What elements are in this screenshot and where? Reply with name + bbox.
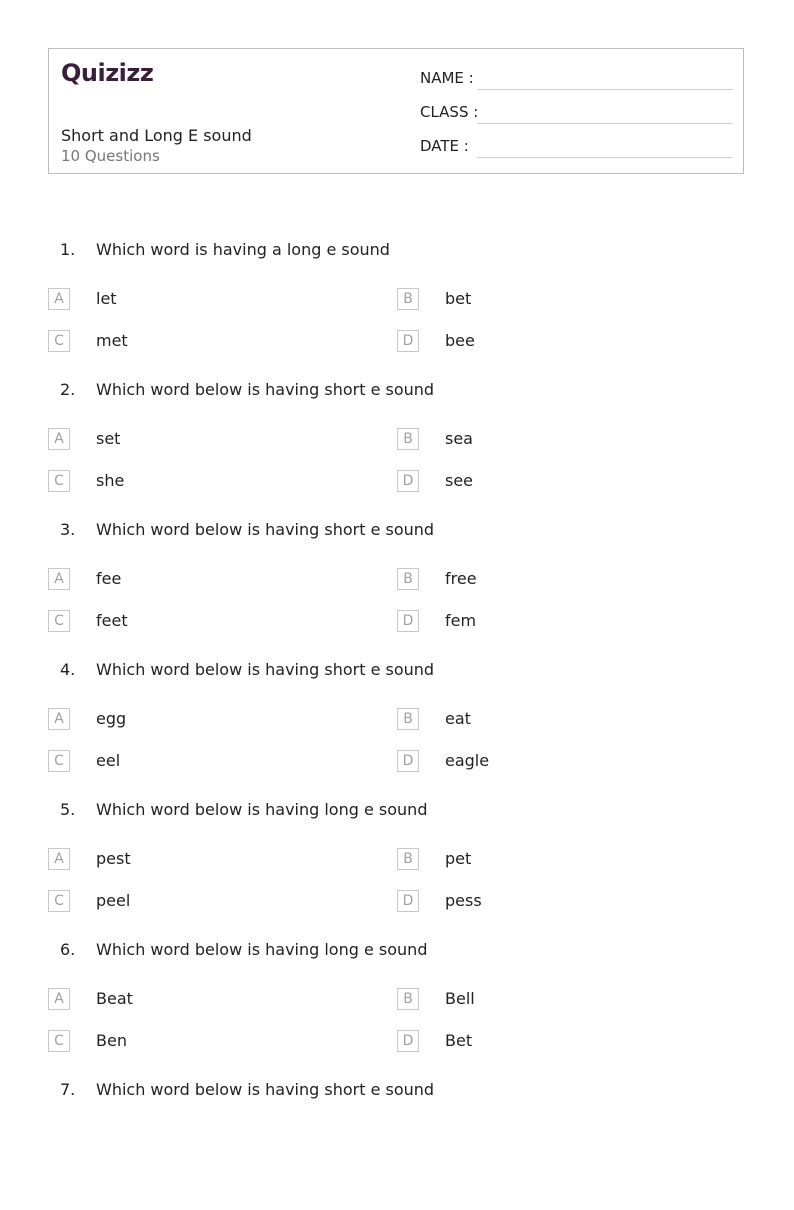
- question-number: 2.: [60, 380, 76, 399]
- option-text: Bell: [445, 989, 475, 1008]
- question-text: Which word below is having short e sound: [96, 660, 435, 679]
- option-text: eat: [445, 709, 471, 728]
- quizizz-logo: Quizizz: [61, 59, 154, 87]
- option-letter-box: D: [397, 470, 419, 492]
- option-letter-box: A: [48, 428, 70, 450]
- question-count: 10 Questions: [61, 147, 160, 165]
- question-item: [0, 1070, 794, 1210]
- option-text: Bet: [445, 1031, 473, 1050]
- option-text: feet: [96, 611, 128, 630]
- date-line[interactable]: [477, 157, 733, 158]
- option-text: pet: [445, 849, 472, 868]
- question-number: 7.: [60, 1080, 76, 1099]
- option-text: met: [96, 331, 128, 350]
- option-text: pess: [445, 891, 482, 910]
- option-letter-box: C: [48, 610, 70, 632]
- option-text: egg: [96, 709, 127, 728]
- class-line[interactable]: [477, 123, 733, 124]
- question-list: [0, 230, 794, 1210]
- option-letter-box: B: [397, 848, 419, 870]
- option-letter-box: B: [397, 708, 419, 730]
- option-letter-box: A: [48, 708, 70, 730]
- option-text: Beat: [96, 989, 133, 1008]
- question-text: Which word below is having short e sound: [96, 520, 435, 539]
- worksheet-header: [48, 48, 744, 174]
- question-item: [0, 790, 794, 930]
- question-item: [0, 930, 794, 1070]
- option-text: see: [445, 471, 474, 490]
- question-number: 5.: [60, 800, 76, 819]
- option-letter-box: C: [48, 890, 70, 912]
- option-letter-box: C: [48, 470, 70, 492]
- option-letter-box: D: [397, 330, 419, 352]
- question-item: [0, 230, 794, 370]
- option-letter-box: B: [397, 568, 419, 590]
- question-text: Which word below is having long e sound: [96, 800, 428, 819]
- question-item: [0, 510, 794, 650]
- date-label: DATE :: [420, 137, 469, 155]
- option-text: fem: [445, 611, 477, 630]
- option-letter-box: A: [48, 988, 70, 1010]
- question-item: [0, 650, 794, 790]
- option-text: Ben: [96, 1031, 127, 1050]
- option-text: sea: [445, 429, 473, 448]
- question-number: 1.: [60, 240, 76, 259]
- option-text: eagle: [445, 751, 490, 770]
- option-letter-box: D: [397, 890, 419, 912]
- option-letter-box: D: [397, 750, 419, 772]
- question-number: 3.: [60, 520, 76, 539]
- question-number: 4.: [60, 660, 76, 679]
- option-letter-box: C: [48, 1030, 70, 1052]
- question-text: Which word below is having short e sound: [96, 1080, 435, 1099]
- option-letter-box: B: [397, 288, 419, 310]
- question-text: Which word is having a long e sound: [96, 240, 390, 259]
- option-text: free: [445, 569, 477, 588]
- option-text: let: [96, 289, 117, 308]
- option-text: she: [96, 471, 125, 490]
- class-label: CLASS :: [420, 103, 479, 121]
- option-text: set: [96, 429, 121, 448]
- option-letter-box: A: [48, 848, 70, 870]
- question-item: [0, 370, 794, 510]
- name-label: NAME :: [420, 69, 474, 87]
- option-letter-box: A: [48, 288, 70, 310]
- option-letter-box: D: [397, 1030, 419, 1052]
- option-letter-box: D: [397, 610, 419, 632]
- question-text: Which word below is having long e sound: [96, 940, 428, 959]
- option-text: bee: [445, 331, 475, 350]
- question-number: 6.: [60, 940, 76, 959]
- option-letter-box: B: [397, 988, 419, 1010]
- option-text: bet: [445, 289, 472, 308]
- option-letter-box: A: [48, 568, 70, 590]
- name-line[interactable]: [477, 89, 733, 90]
- option-text: eel: [96, 751, 121, 770]
- option-letter-box: C: [48, 750, 70, 772]
- option-letter-box: B: [397, 428, 419, 450]
- question-text: Which word below is having short e sound: [96, 380, 435, 399]
- option-text: pest: [96, 849, 131, 868]
- option-letter-box: C: [48, 330, 70, 352]
- option-text: peel: [96, 891, 131, 910]
- option-text: fee: [96, 569, 122, 588]
- worksheet-title: Short and Long E sound: [61, 126, 252, 145]
